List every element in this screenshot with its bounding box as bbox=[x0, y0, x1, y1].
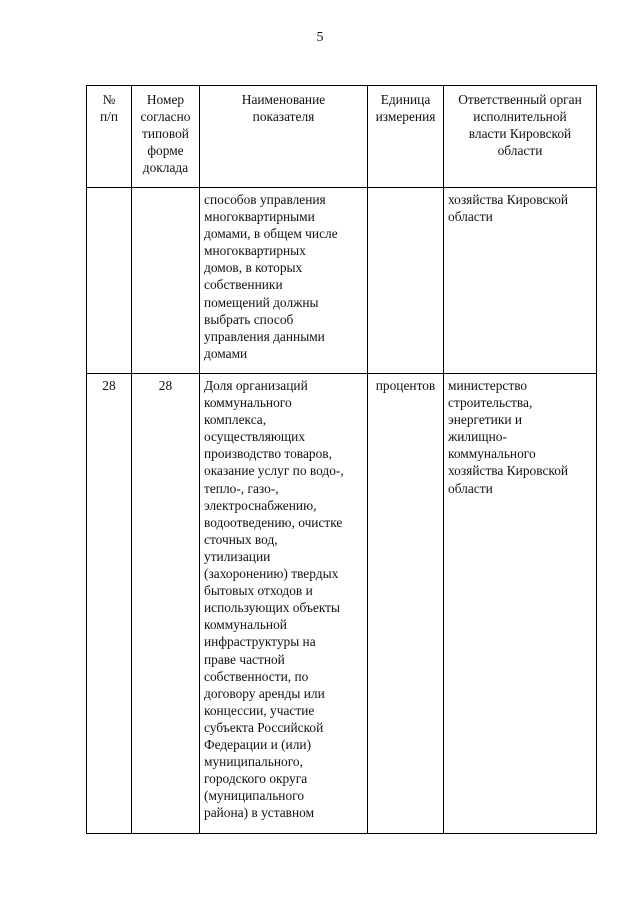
header-form-number: Номер согласно типовой форме доклада bbox=[132, 86, 200, 188]
header-authority: Ответственный орган исполнительной власти Кировской области bbox=[444, 86, 597, 188]
table-row bbox=[87, 374, 597, 834]
cell-number bbox=[87, 188, 132, 374]
table-row bbox=[87, 188, 597, 374]
header-unit: Единица измерения bbox=[368, 86, 444, 188]
cell-authority: министерство строительства, энергетики и жилищно- коммунального хозяйства Кировской области bbox=[444, 374, 597, 834]
cell-unit bbox=[368, 188, 444, 374]
header-indicator-name: Наименование показателя bbox=[200, 86, 368, 188]
cell-number: 28 bbox=[87, 374, 132, 834]
cell-indicator-name: Доля организаций коммунального комплекса, осуществляющих производство товаров, оказание услуг по водо-, тепло-, газо-, электроснабжению, водоотведению, очистке сточных вод, утилизации (захоронению) твердых бытовых отходов и использующих объекты коммунальной инфраструктуры на праве частной собственности, по договору аренды или концессии, участие субъекта Российской Федерации и (или) муниципального, городского округа (муниципального района) в уставном bbox=[200, 374, 368, 834]
header-number: № п/п bbox=[87, 86, 132, 188]
indicators-table bbox=[86, 85, 597, 834]
cell-unit: процентов bbox=[368, 374, 444, 834]
cell-form-number: 28 bbox=[132, 374, 200, 834]
cell-form-number bbox=[132, 188, 200, 374]
cell-indicator-name: способов управления многоквартирными домами, в общем числе многоквартирных домов, в которых собственники помещений должны выбрать способ управления данными домами bbox=[200, 188, 368, 374]
page-number: 5 bbox=[316, 30, 324, 45]
table-header-row bbox=[87, 86, 597, 188]
cell-authority: хозяйства Кировской области bbox=[444, 188, 597, 374]
